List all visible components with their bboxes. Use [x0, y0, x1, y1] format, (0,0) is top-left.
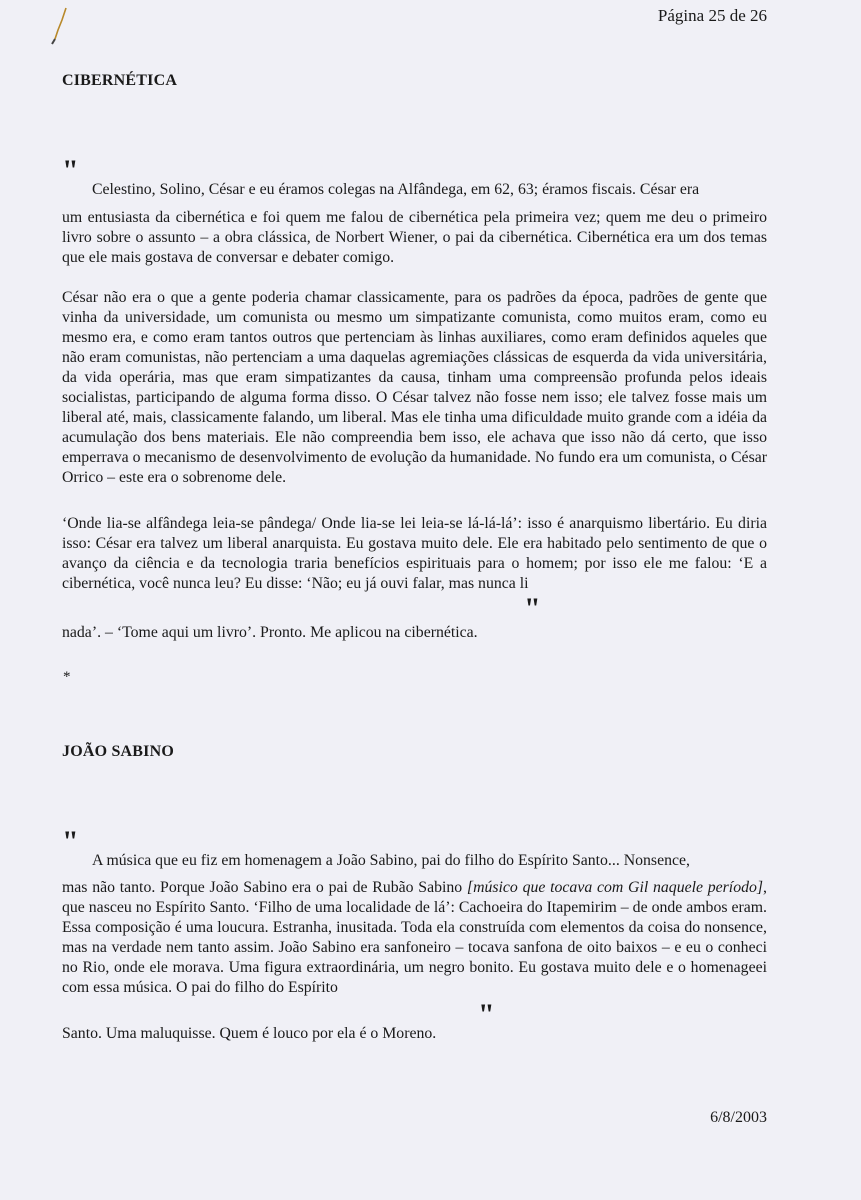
- paragraph-cibernetica-3-end: nada’. – ‘Tome aqui um livro’. Pronto. Me aplicou na cibernética.: [62, 624, 478, 641]
- paragraph-cibernetica-1-rest: um entusiasta da cibernética e foi quem me falou de cibernética pela primeira vez; quem me deu o primeiro livro sobre o assunto – a obra clássica, de Norbert Wiener, o pai da cibernética. Cibernética era um dos temas que ele mais gostava de conversar e debater comigo.: [62, 209, 767, 266]
- editor-note: [músico que tocava com Gil naquele período]: [466, 879, 764, 896]
- section-separator: *: [63, 669, 71, 685]
- paragraph-cibernetica-1: [62, 180, 767, 200]
- open-quote-mark: ": [62, 825, 77, 858]
- section-title-joao-sabino: JOÃO SABINO: [62, 743, 174, 760]
- document-date: 6/8/2003: [710, 1109, 767, 1126]
- close-quote-mark: ": [478, 998, 493, 1031]
- paragraph-cibernetica-3: ‘Onde lia-se alfândega leia-se pândega/ Onde lia-se lei leia-se lá-lá-lá’: isso é anarquismo libertário. Eu diria isso: César era talvez um liberal anarquista. Eu gostava muito dele. Ele era habitado pelo sentimento de que o avanço da ciência e da tecnologia traria benefícios espirituais para o homem; por isso ele me falou: ‘E a cibernética, você nunca leu? Eu disse: ‘Não; eu já ouvi falar, mas nunca li: [62, 515, 767, 592]
- plain-text: , que nasceu no Espírito Santo. ‘Filho de uma localidade de lá’: Cachoeira do Itapemirim – de onde ambos eram. Essa composição é uma loucura. Estranha, inusitada. Toda ela construída com elementos da coisa do nonsence, mas na verdade nem tanto assim. João Sabino era sanfoneiro – tocava sanfona de oito baixos – e eu o conheci no Rio, onde ele morava. Uma figura extraordinária, um negro bonito. Eu gostava muito dele e o homenageei com essa música. O pai do filho do Espírito: [62, 879, 767, 996]
- paragraph-cibernetica-2: César não era o que a gente poderia chamar classicamente, para os padrões da época, padrões de gente que vinha da universidade, um comunista ou mesmo um simpatizante comunista, como muitos eram, como eu mesmo era, e como eram tantos outros que pertenciam às linhas auxiliares, como eram definidos aqueles que não eram comunistas, não pertenciam a uma daquelas agremiações clássicas de esquerda da vida universitária, da vida operária, mas que eram simpatizantes da causa, tinham uma compreensão profunda pelos ideais socialistas, participando de alguma forma disso. O César talvez não fosse nem isso; ele talvez fosse mais um liberal até, mais, classicamente falando, um liberal. Mas ele tinha uma dificuldade muito grande com a idéia da acumulação dos bens materiais. Ele não compreendia bem isso, ele achava que isso não dá certo, que isso emperrava o mecanismo de desenvolvimento de evolução da humanidade. No fundo era um comunista, o César Orrico – este era o sobrenome dele.: [62, 289, 767, 486]
- plain-text: mas não tanto. Porque João Sabino era o pai de Rubão Sabino: [62, 879, 467, 896]
- page-number: Página 25 de 26: [657, 6, 767, 25]
- close-quote-mark: ": [524, 592, 539, 625]
- paragraph-first-line: Celestino, Solino, César e eu éramos colegas na Alfândega, em 62, 63; éramos fiscais. César era: [92, 181, 700, 198]
- paragraph-joao-sabino-1-rest: [62, 878, 767, 998]
- paragraph-first-line: A música que eu fiz em homenagem a João Sabino, pai do filho do Espírito Santo... Nonsence,: [92, 852, 690, 869]
- paragraph-joao-sabino-end: Santo. Uma maluquisse. Quem é louco por ela é o Moreno.: [62, 1025, 437, 1042]
- paragraph-joao-sabino-1: [62, 851, 767, 871]
- pen-mark: [44, 6, 74, 46]
- section-title-cibernetica: CIBERNÉTICA: [62, 72, 178, 89]
- open-quote-mark: ": [62, 154, 77, 187]
